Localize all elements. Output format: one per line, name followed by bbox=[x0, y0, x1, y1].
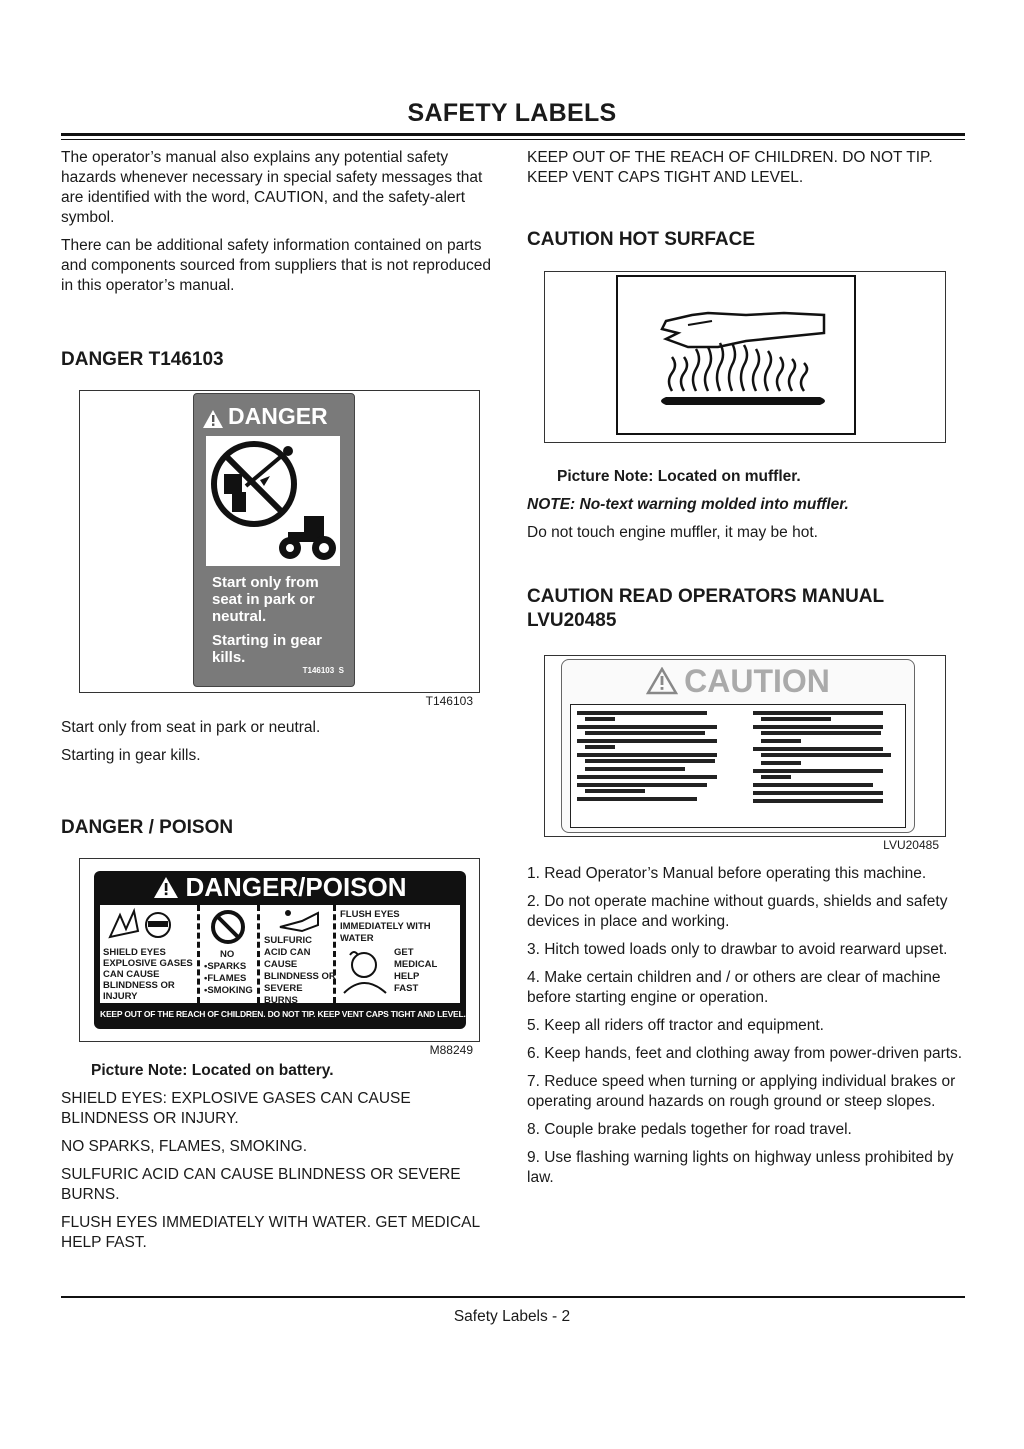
caution-decal-fine-print bbox=[577, 709, 899, 823]
list-item: 5. Keep all riders off tractor and equipment. bbox=[527, 1017, 824, 1034]
danger-poison-line-4: FLUSH EYES IMMEDIATELY WITH WATER. GET MEDICAL HELP FAST. bbox=[61, 1214, 480, 1251]
danger-poison-line-3: SULFURIC ACID CAN CAUSE BLINDNESS OR SEVERE BURNS. bbox=[61, 1166, 461, 1203]
panel-shield-eyes bbox=[100, 905, 200, 1003]
panel-no-text: NO bbox=[220, 949, 235, 960]
caution-decal-header: CAUTION bbox=[684, 663, 830, 699]
poison-decal-panels bbox=[100, 905, 460, 1006]
caution-hot-figure bbox=[544, 271, 946, 443]
acid-hand-icon bbox=[278, 907, 322, 938]
list-item: 9. Use flashing warning lights on highway unless prohibited by law. bbox=[527, 1149, 954, 1186]
panel-medical-text: GET MEDICAL HELP FAST bbox=[394, 947, 438, 994]
danger-poison-figure bbox=[79, 858, 480, 1042]
caution-decal-text-block bbox=[570, 704, 906, 828]
warning-triangle-icon bbox=[153, 876, 179, 899]
danger-poison-heading: DANGER / POISON bbox=[61, 817, 234, 838]
danger-poison-picture-note: Picture Note: Located on battery. bbox=[91, 1062, 334, 1079]
danger-poison-continued: KEEP OUT OF THE REACH OF CHILDREN. DO NOT TIP. KEEP VENT CAPS TIGHT AND LEVEL. bbox=[527, 149, 933, 186]
danger-poison-line-1: SHIELD EYES: EXPLOSIVE GASES CAN CAUSE BLINDNESS OR INJURY. bbox=[61, 1090, 411, 1127]
danger-decal bbox=[193, 393, 355, 687]
danger-t146103-figure-code: T146103 bbox=[425, 694, 473, 708]
list-item: 3. Hitch towed loads only to drawbar to avoid rearward upset. bbox=[527, 941, 948, 958]
panel-shield-eyes-text: SHIELD EYES EXPLOSIVE GASES CAN CAUSE BLINDNESS OR INJURY bbox=[103, 947, 193, 1002]
poison-decal-footer: KEEP OUT OF THE REACH OF CHILDREN. DO NOT TIP. KEEP VENT CAPS TIGHT AND LEVEL. bbox=[100, 1009, 466, 1019]
caution-hot-note: NOTE: No-text warning molded into muffler. bbox=[527, 496, 849, 513]
danger-decal-text-2: Starting in gear kills. bbox=[212, 632, 323, 666]
caution-hot-picture-note: Picture Note: Located on muffler. bbox=[557, 468, 801, 485]
danger-t146103-line-1: Start only from seat in park or neutral. bbox=[61, 719, 321, 736]
caution-hot-heading: CAUTION HOT SURFACE bbox=[527, 229, 755, 250]
caution-hot-text: Do not touch engine muffler, it may be hot. bbox=[527, 524, 818, 541]
start-hazard-pictogram bbox=[206, 436, 340, 566]
panel-sulfuric-acid bbox=[260, 905, 336, 1006]
panel-sulfuric-text: SULFURIC ACID CAN CAUSE BLINDNESS OR SEVERE BURNS bbox=[264, 935, 336, 1006]
list-item: 2. Do not operate machine without guards, shields and safety devices in place and working. bbox=[527, 893, 948, 930]
list-item: 6. Keep hands, feet and clothing away from power-driven parts. bbox=[527, 1045, 963, 1062]
danger-decal-text-1: Start only from seat in park or neutral. bbox=[212, 574, 319, 625]
danger-t146103-line-2: Starting in gear kills. bbox=[61, 747, 201, 764]
eye-wash-icon bbox=[340, 949, 390, 1000]
intro-paragraph-2: There can be additional safety information contained on parts and components sourced from suppliers that is not reproduced in this operator’s manual. bbox=[61, 237, 491, 294]
title-rule-thin bbox=[61, 139, 965, 140]
danger-decal-code: T146103 S bbox=[302, 666, 344, 675]
explosion-goggles-icon bbox=[106, 907, 176, 950]
list-item: 1. Read Operator’s Manual before operating this machine. bbox=[527, 865, 927, 882]
page-footer: Safety Labels - 2 bbox=[453, 1308, 571, 1325]
poison-decal-header: DANGER/POISON bbox=[185, 872, 407, 902]
hot-surface-decal bbox=[616, 275, 856, 435]
panel-flush-text: FLUSH EYES IMMEDIATELY WITH WATER bbox=[340, 909, 431, 944]
caution-manual-list bbox=[527, 864, 967, 1188]
no-smoking-icon bbox=[210, 909, 246, 950]
caution-manual-heading: CAUTION READ OPERATORS MANUAL LVU20485 bbox=[527, 586, 884, 631]
list-item: 4. Make certain children and / or others are clear of machine before starting engine or operation. bbox=[527, 969, 941, 1006]
panel-no-sparks bbox=[200, 905, 260, 1003]
warning-triangle-icon bbox=[202, 406, 224, 426]
hand-heat-icon bbox=[626, 285, 848, 430]
caution-manual-decal bbox=[561, 659, 915, 833]
danger-poison-line-2: NO SPARKS, FLAMES, SMOKING. bbox=[61, 1138, 308, 1155]
right-column bbox=[527, 148, 967, 1196]
list-item: 8. Couple brake pedals together for road travel. bbox=[527, 1121, 852, 1138]
panel-flush-eyes bbox=[336, 905, 460, 1003]
danger-t146103-figure bbox=[79, 390, 480, 693]
intro-paragraph-1: The operator’s manual also explains any potential safety hazards whenever necessary in special safety messages that are identified with the word, CAUTION, and the safety-alert symbol. bbox=[61, 149, 483, 226]
list-item: 7. Reduce speed when turning or applying individual brakes or operating around hazards on rough ground or steep slopes. bbox=[527, 1073, 956, 1110]
title-rule-thick bbox=[61, 133, 965, 136]
danger-t146103-heading: DANGER T146103 bbox=[61, 349, 224, 370]
caution-manual-figure-code: LVU20485 bbox=[883, 838, 939, 852]
warning-triangle-icon bbox=[646, 667, 678, 695]
left-column bbox=[61, 148, 497, 1261]
poison-decal bbox=[94, 871, 466, 1029]
danger-decal-header: DANGER bbox=[228, 403, 328, 429]
page-title: SAFETY LABELS bbox=[407, 99, 617, 127]
danger-poison-figure-code: M88249 bbox=[429, 1043, 473, 1057]
caution-manual-figure bbox=[544, 655, 946, 837]
panel-sparks-text: •SPARKS •FLAMES •SMOKING bbox=[204, 961, 253, 996]
footer-rule bbox=[61, 1296, 965, 1298]
